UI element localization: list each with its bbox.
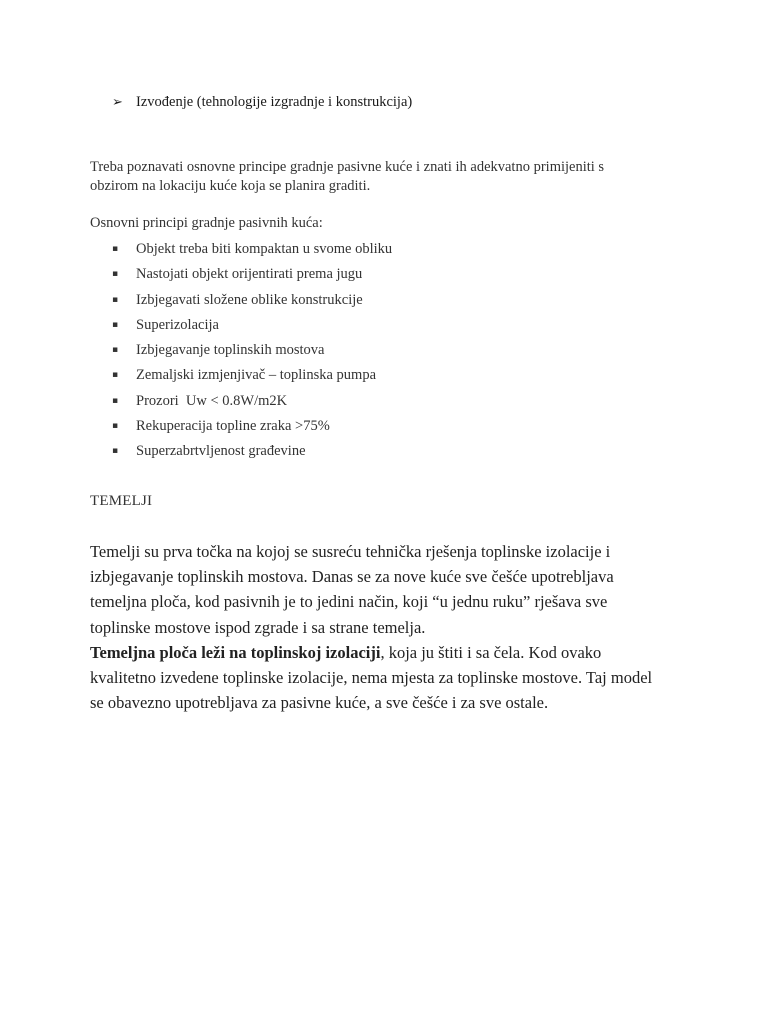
section-heading bbox=[112, 92, 412, 113]
list-item bbox=[112, 440, 392, 465]
intro-paragraph bbox=[90, 158, 690, 196]
temelji-p2-bold: Temeljna ploča leži na toplinskoj izolaciji bbox=[90, 642, 381, 662]
list-item bbox=[112, 339, 392, 364]
list-item-text: Objekt treba biti kompaktan u svome obliku bbox=[136, 241, 393, 257]
square-bullet-icon: ▪ bbox=[112, 269, 119, 280]
square-bullet-icon: ▪ bbox=[112, 395, 119, 406]
temelji-p1-line-1: Temelji su prva točka na kojoj se susreću tehnička rješenja toplinske izolacije i bbox=[90, 542, 611, 561]
temelji-p2-line-1-rest: , koja ju štiti i sa čela. Kod ovako bbox=[380, 642, 602, 662]
list-item bbox=[112, 314, 392, 339]
list-item-text: Izbjegavanje toplinskih mostova bbox=[136, 342, 325, 359]
principles-list bbox=[112, 238, 392, 466]
temelji-body bbox=[90, 539, 680, 715]
temelji-p2-line-2: kvalitetno izvedene toplinske izolacije, nema mjesta za toplinske mostove. Taj model bbox=[90, 668, 653, 688]
square-bullet-icon: ▪ bbox=[112, 370, 119, 381]
temelji-p2-line-3: se obavezno upotrebljava za pasivne kuće, a sve češće i za sve ostale. bbox=[90, 693, 549, 713]
list-item-text: Rekuperacija topline zraka >75% bbox=[136, 418, 330, 435]
temelji-p1-line-4: toplinske mostove ispod zgrade i sa strane temelja. bbox=[90, 617, 426, 637]
temelji-p1-line-2: izbjegavanje toplinskih mostova. Danas se za nove kuće sve češće upotrebljava bbox=[90, 567, 614, 587]
square-bullet-icon: ▪ bbox=[112, 244, 119, 254]
list-item bbox=[112, 289, 392, 314]
intro-line-1: Treba poznavati osnovne principe gradnje pasivne kuće i znati ih adekvatno primijeniti s bbox=[90, 159, 605, 175]
list-item bbox=[112, 390, 392, 415]
principles-title: Osnovni principi gradnje pasivnih kuća: bbox=[90, 215, 323, 231]
square-bullet-icon: ▪ bbox=[112, 446, 119, 457]
temelji-p1-line-3: temeljna ploča, kod pasivnih je to jedini način, koji “u jednu ruku” rješava sve bbox=[90, 592, 608, 612]
square-bullet-icon: ▪ bbox=[112, 294, 119, 305]
square-bullet-icon: ▪ bbox=[112, 421, 119, 432]
arrow-bullet-icon: ➢ bbox=[112, 95, 123, 110]
list-item bbox=[112, 415, 392, 440]
list-item-text: Izbjegavati složene oblike konstrukcije bbox=[136, 291, 363, 308]
list-item-text: Superizolacija bbox=[136, 316, 219, 333]
list-item bbox=[112, 238, 392, 263]
section-heading-text: Izvođenje (tehnologije izgradnje i konstrukcija) bbox=[136, 94, 413, 110]
list-item-text: Zemaljski izmjenjivač – toplinska pumpa bbox=[136, 367, 377, 384]
square-bullet-icon: ▪ bbox=[112, 345, 119, 356]
list-item-text: Prozori Uw < 0.8W/m2K bbox=[136, 392, 288, 409]
intro-line-2: obzirom na lokaciju kuće koja se planira graditi. bbox=[90, 178, 371, 194]
list-item-text: Nastojati objekt orijentirati prema jugu bbox=[136, 266, 363, 283]
list-item bbox=[112, 263, 392, 288]
list-item-text: Superzabrtvljenost građevine bbox=[136, 443, 306, 460]
square-bullet-icon: ▪ bbox=[112, 319, 119, 330]
temelji-title: TEMELJI bbox=[90, 493, 153, 509]
list-item bbox=[112, 364, 392, 389]
